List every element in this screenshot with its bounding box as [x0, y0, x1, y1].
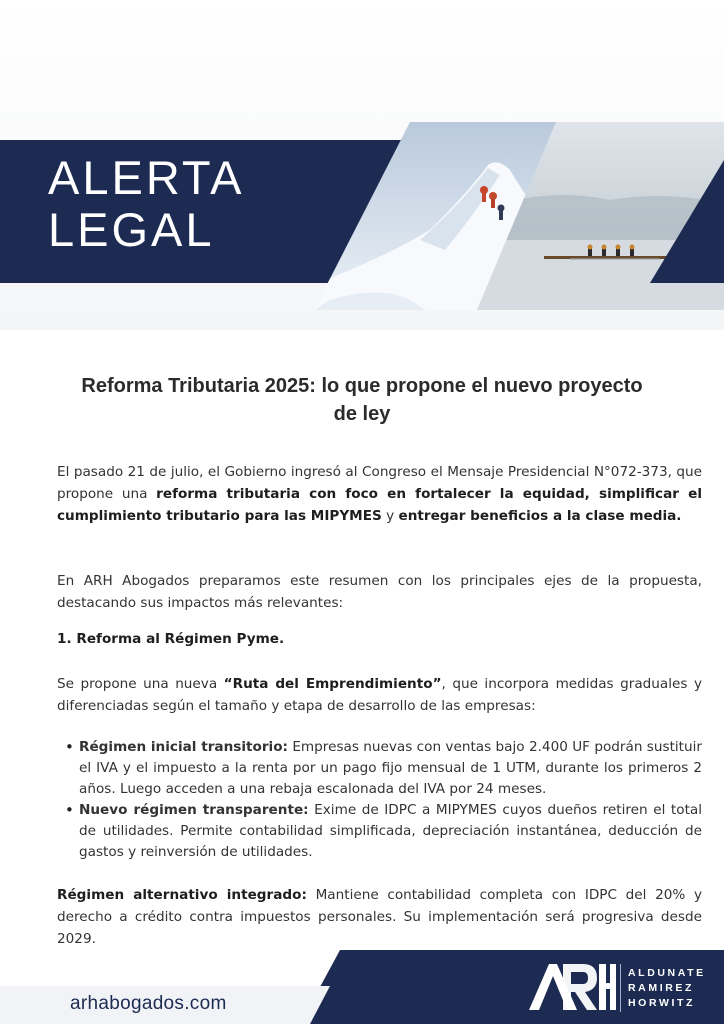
- list-item: [57, 800, 702, 863]
- list-item: [57, 737, 702, 800]
- route-paragraph: [57, 673, 702, 717]
- logo-divider: [620, 964, 621, 1012]
- firm-name-1: ALDUNATE: [628, 967, 706, 979]
- route-bold: “Ruta del Emprendimiento”: [223, 676, 442, 692]
- article-title: Reforma Tributaria 2025: lo que propone el nuevo proyecto de ley: [81, 375, 643, 425]
- website-link[interactable]: arhabogados.com: [70, 993, 227, 1014]
- list-item-label: Régimen inicial transitorio:: [79, 739, 288, 755]
- regime-list: [57, 737, 702, 863]
- intro-text-2: y: [381, 508, 399, 524]
- alert-title: [48, 152, 245, 256]
- route-text-2: , que incorpora medidas graduales y diferenciadas según el tamaño y etapa de desarrollo de las empresas:: [57, 676, 702, 714]
- firm-name: [628, 966, 706, 1011]
- firm-name-2: RAMIREZ: [628, 982, 695, 994]
- list-item-label: Nuevo régimen transparente:: [79, 802, 309, 818]
- alternative-regime-text: Mantiene contabilidad completa con IDPC del 20% y derecho a crédito contra impuestos personales. Su implementación será progresiva desde 2029.: [57, 887, 702, 947]
- firm-name-3: HORWITZ: [628, 997, 695, 1009]
- alternative-regime-label: Régimen alternativo integrado:: [57, 887, 307, 903]
- arh-logo-icon: [527, 960, 617, 1012]
- list-item-text: Exime de IDPC a MIPYMES cuyos dueños retiren el total de utilidades. Permite contabilidad simplificada, depreciación instantánea, deducción de gastos y reinversión de utilidades.: [79, 802, 703, 860]
- intro-paragraph: [57, 461, 702, 527]
- section-heading: 1. Reforma al Régimen Pyme.: [57, 631, 285, 647]
- alert-title-line2: LEGAL: [48, 203, 215, 256]
- intro-bold-1: reforma tributaria con foco en fortalecer la equidad, simplificar el cumplimiento tributario para las MIPYMES: [57, 486, 702, 524]
- summary-paragraph: En ARH Abogados preparamos este resumen con los principales ejes de la propuesta, destacando sus impactos más relevantes:: [57, 573, 702, 611]
- alert-title-line1: ALERTA: [48, 151, 245, 204]
- intro-bold-2: entregar beneficios a la clase media.: [398, 508, 682, 524]
- list-item-text: Empresas nuevas con ventas bajo 2.400 UF podrán sustituir el IVA y el impuesto a la renta por un pago fijo mensual de 1 UTM, durante los primeros 2 años. Luego acceden a una rebaja escalonada del IVA por 24 meses.: [79, 739, 702, 797]
- route-text-1: Se propone una nueva: [57, 676, 224, 692]
- intro-text-1: El pasado 21 de julio, el Gobierno ingresó al Congreso el Mensaje Presidencial N°072-373, que propone una: [57, 464, 702, 502]
